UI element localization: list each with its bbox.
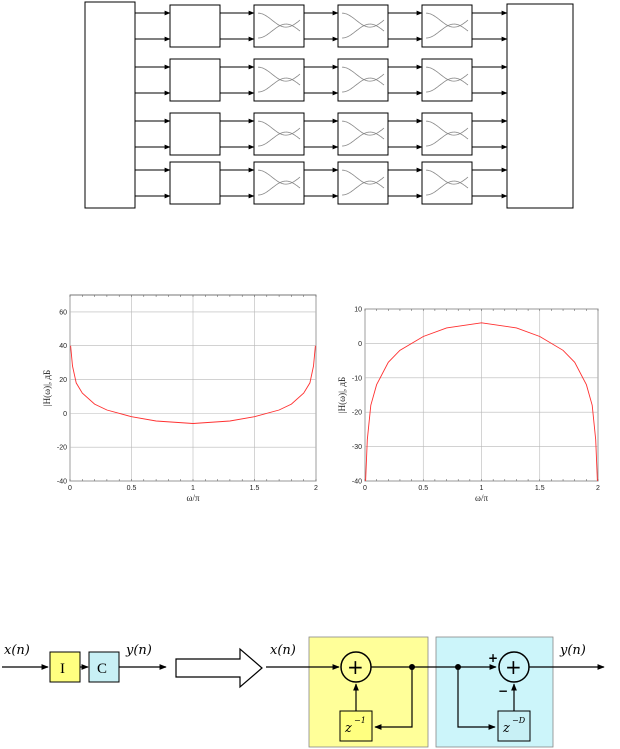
lowpass-highpass-filter-icon: [338, 162, 388, 204]
filter-bank-diagram: [85, 2, 573, 208]
y-tick-label: 0: [63, 410, 67, 418]
chart-impulse-response-right: [337, 307, 600, 504]
x-tick-label: 1.5: [249, 485, 260, 492]
filter-bank-row: [135, 113, 507, 155]
y-tick-label: 0: [358, 340, 362, 348]
input-block: [85, 2, 135, 208]
cic-output-label: y(n): [126, 643, 152, 658]
delay-zD-label: z: [503, 721, 510, 736]
block-integrator-label: I: [60, 661, 65, 677]
y-tick-label: -10: [351, 375, 362, 383]
chart-impulse-response-left: [42, 295, 318, 503]
lowpass-highpass-filter-icon: [422, 113, 472, 155]
preprocess-block: [170, 162, 220, 204]
y-axis-label: |H(ω)|, дБ: [42, 369, 52, 407]
adder-2-minus-sign: −: [498, 684, 509, 698]
transform-arrow: [176, 649, 262, 687]
preprocess-block: [170, 5, 220, 47]
adder-2-symbol: +: [505, 655, 522, 679]
block-integrator: [50, 652, 80, 682]
cic-input-label: x(n): [4, 643, 30, 658]
x-axis-label: ω/π: [186, 493, 200, 503]
y-tick-label: -20: [56, 444, 67, 452]
filter-bank-row: [135, 59, 507, 101]
y-tick-label: 60: [59, 309, 67, 317]
preprocess-block: [170, 59, 220, 101]
lowpass-highpass-filter-icon: [254, 113, 304, 155]
x-axis-label: ω/π: [475, 493, 488, 503]
block-comb-label: C: [97, 661, 108, 677]
lowpass-highpass-filter-icon: [254, 59, 304, 101]
preprocess-block: [170, 113, 220, 155]
x-tick-label: 0: [363, 485, 367, 492]
cic-compact-diagram: [2, 643, 166, 682]
x-tick-label: 2: [314, 485, 318, 492]
delay-z1-exponent: −1: [354, 716, 366, 725]
x-tick-label: 1.5: [534, 485, 545, 492]
x-tick-label: 0: [68, 485, 72, 492]
adder-1-symbol: +: [347, 655, 364, 679]
lowpass-highpass-filter-icon: [254, 162, 304, 204]
filter-bank-rows: [135, 5, 507, 204]
lowpass-highpass-filter-icon: [338, 5, 388, 47]
x-tick-label: 1: [479, 485, 484, 492]
y-axis-label: |H(ω)|, дБ: [337, 376, 347, 414]
adder-2-plus-sign: +: [488, 651, 499, 665]
cic-expanded-diagram: [266, 637, 604, 747]
expanded-input-label: x(n): [270, 643, 296, 658]
y-tick-label: -40: [351, 478, 362, 486]
y-tick-label: 20: [59, 377, 67, 385]
output-block: [507, 4, 573, 208]
y-tick-label: 40: [59, 343, 67, 351]
y-tick-label: 10: [354, 306, 362, 314]
filter-bank-row: [135, 162, 507, 204]
lowpass-highpass-filter-icon: [338, 59, 388, 101]
lowpass-highpass-filter-icon: [254, 5, 304, 47]
delay-zD-exponent: −D: [512, 716, 526, 725]
expanded-output-label: y(n): [560, 643, 586, 658]
lowpass-highpass-filter-icon: [338, 113, 388, 155]
y-tick-label: -20: [351, 409, 362, 417]
lowpass-highpass-filter-icon: [422, 59, 472, 101]
x-tick-label: 2: [596, 485, 600, 492]
filter-bank-row: [135, 5, 507, 47]
delay-z1-label: z: [345, 721, 352, 736]
x-tick-label: 1: [191, 485, 195, 492]
lowpass-highpass-filter-icon: [422, 5, 472, 47]
lowpass-highpass-filter-icon: [422, 162, 472, 204]
y-tick-label: -30: [351, 444, 362, 452]
x-tick-label: 0.5: [126, 485, 137, 492]
x-tick-label: 0.5: [418, 485, 429, 492]
y-tick-label: -40: [56, 478, 67, 486]
